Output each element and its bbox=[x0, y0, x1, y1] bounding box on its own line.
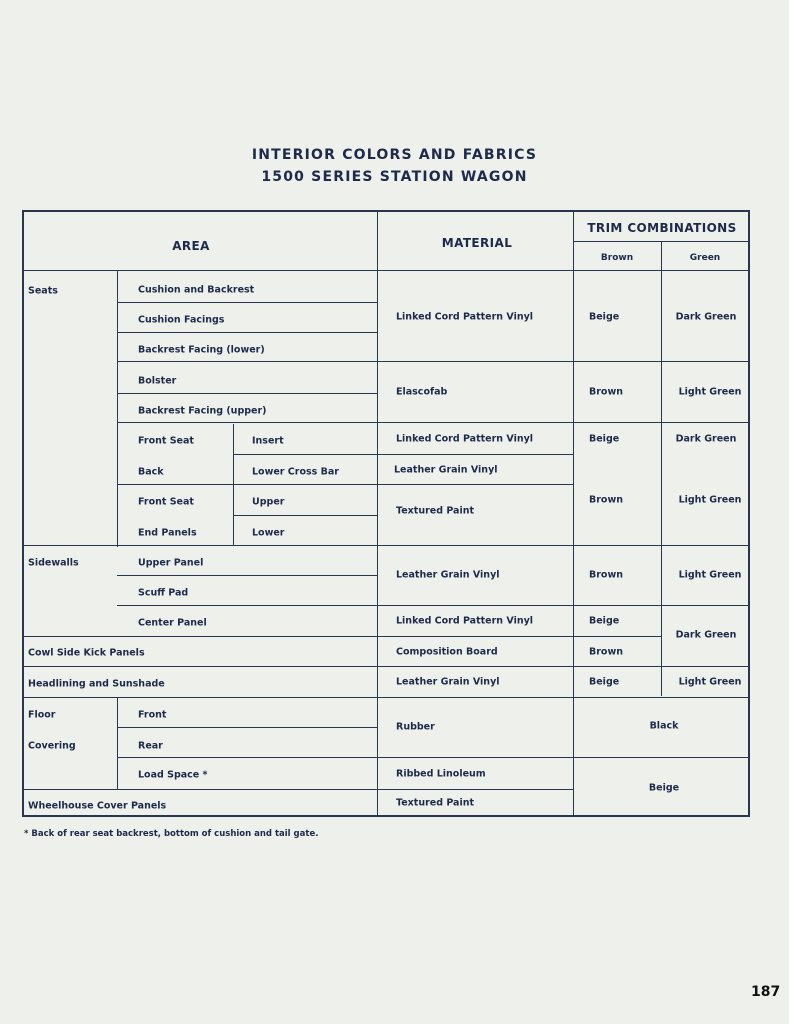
divider bbox=[24, 789, 573, 790]
divider bbox=[117, 332, 377, 333]
green-trim-cell: Dark Green bbox=[675, 311, 737, 323]
area-lower-cross-bar: Lower Cross Bar bbox=[252, 466, 339, 478]
area-front: Front bbox=[138, 709, 167, 721]
area-front-seat-end-panels-2: End Panels bbox=[138, 527, 197, 539]
divider bbox=[117, 757, 750, 758]
area-cushion-and-backrest: Cushion and Backrest bbox=[138, 284, 255, 296]
brown-trim-cell: Beige bbox=[589, 615, 620, 627]
brown-trim-cell: Beige bbox=[589, 311, 620, 323]
divider bbox=[24, 270, 750, 271]
area-upper-panel: Upper Panel bbox=[138, 557, 204, 569]
area-scuff-pad: Scuff Pad bbox=[138, 587, 189, 599]
area-floor: Floor bbox=[28, 709, 56, 721]
material-cell: Leather Grain Vinyl bbox=[396, 569, 500, 581]
divider bbox=[24, 636, 661, 637]
interior-colors-table bbox=[22, 210, 750, 817]
divider bbox=[117, 698, 118, 790]
divider bbox=[24, 666, 750, 667]
divider bbox=[377, 484, 573, 485]
area-cushion-facings: Cushion Facings bbox=[138, 314, 225, 326]
brown-trim-cell: Brown bbox=[589, 386, 623, 398]
trim-combined-black: Black bbox=[649, 720, 679, 732]
area-front-seat-back-1: Front Seat bbox=[138, 435, 194, 447]
brown-trim-cell: Beige bbox=[589, 676, 620, 688]
trim-combined-beige: Beige bbox=[648, 782, 680, 794]
area-covering: Covering bbox=[28, 740, 76, 752]
area-backrest-facing-upper: Backrest Facing (upper) bbox=[138, 405, 267, 417]
area-rear: Rear bbox=[138, 740, 163, 752]
header-trim-combinations: TRIM COMBINATIONS bbox=[587, 221, 737, 235]
divider bbox=[117, 605, 750, 606]
area-seats: Seats bbox=[28, 285, 58, 297]
green-trim-cell: Light Green bbox=[678, 676, 742, 688]
green-trim-cell: Dark Green bbox=[675, 629, 737, 641]
area-headlining-and-sunshade: Headlining and Sunshade bbox=[28, 678, 165, 690]
divider bbox=[117, 361, 750, 362]
material-cell: Leather Grain Vinyl bbox=[396, 676, 500, 688]
divider bbox=[117, 422, 750, 423]
header-material: MATERIAL bbox=[441, 236, 513, 250]
divider bbox=[573, 241, 750, 242]
material-cell: Linked Cord Pattern Vinyl bbox=[396, 311, 534, 323]
divider bbox=[24, 697, 750, 698]
area-front-seat-end-panels-1: Front Seat bbox=[138, 496, 194, 508]
area-front-seat-back-2: Back bbox=[138, 466, 164, 478]
material-cell: Rubber bbox=[396, 721, 435, 733]
page-title: INTERIOR COLORS AND FABRICS bbox=[251, 147, 538, 163]
divider bbox=[117, 302, 377, 303]
green-trim-cell: Light Green bbox=[678, 494, 742, 506]
page-number: 187 bbox=[751, 984, 781, 1000]
area-insert: Insert bbox=[252, 435, 284, 447]
area-sidewalls: Sidewalls bbox=[28, 557, 79, 569]
material-cell: Linked Cord Pattern Vinyl bbox=[396, 433, 534, 445]
material-cell: Linked Cord Pattern Vinyl bbox=[396, 615, 534, 627]
divider bbox=[117, 484, 377, 485]
divider bbox=[377, 212, 378, 817]
area-lower: Lower bbox=[252, 527, 285, 539]
brown-trim-cell: Beige bbox=[589, 433, 620, 445]
divider bbox=[117, 271, 118, 547]
material-cell: Ribbed Linoleum bbox=[396, 768, 486, 780]
divider bbox=[661, 241, 662, 696]
green-trim-cell: Light Green bbox=[678, 386, 742, 398]
material-cell: Elascofab bbox=[396, 386, 448, 398]
divider bbox=[573, 212, 574, 817]
area-load-space: Load Space * bbox=[138, 769, 208, 781]
area-backrest-facing-lower: Backrest Facing (lower) bbox=[138, 344, 265, 356]
divider bbox=[117, 393, 377, 394]
header-green: Green bbox=[689, 253, 721, 263]
divider bbox=[24, 545, 750, 546]
brown-trim-cell: Brown bbox=[589, 646, 623, 658]
header-brown: Brown bbox=[600, 253, 634, 263]
green-trim-cell: Light Green bbox=[678, 569, 742, 581]
area-center-panel: Center Panel bbox=[138, 617, 207, 629]
divider bbox=[233, 454, 573, 455]
divider bbox=[117, 575, 377, 576]
area-cowl-side-kick-panels: Cowl Side Kick Panels bbox=[28, 647, 145, 659]
brown-trim-cell: Brown bbox=[589, 569, 623, 581]
page-subtitle: 1500 SERIES STATION WAGON bbox=[261, 169, 528, 185]
area-upper: Upper bbox=[252, 496, 285, 508]
area-wheelhouse-cover-panels: Wheelhouse Cover Panels bbox=[28, 800, 167, 812]
header-area: AREA bbox=[172, 239, 210, 253]
divider bbox=[117, 727, 377, 728]
divider bbox=[233, 515, 377, 516]
brown-trim-cell: Brown bbox=[589, 494, 623, 506]
material-cell: Textured Paint bbox=[396, 505, 475, 517]
material-cell: Textured Paint bbox=[396, 797, 475, 809]
area-bolster: Bolster bbox=[138, 375, 177, 387]
material-cell: Composition Board bbox=[396, 646, 498, 658]
green-trim-cell: Dark Green bbox=[675, 433, 737, 445]
material-cell: Leather Grain Vinyl bbox=[394, 464, 498, 476]
divider bbox=[233, 424, 234, 546]
footnote: * Back of rear seat backrest, bottom of cushion and tail gate. bbox=[24, 829, 319, 839]
